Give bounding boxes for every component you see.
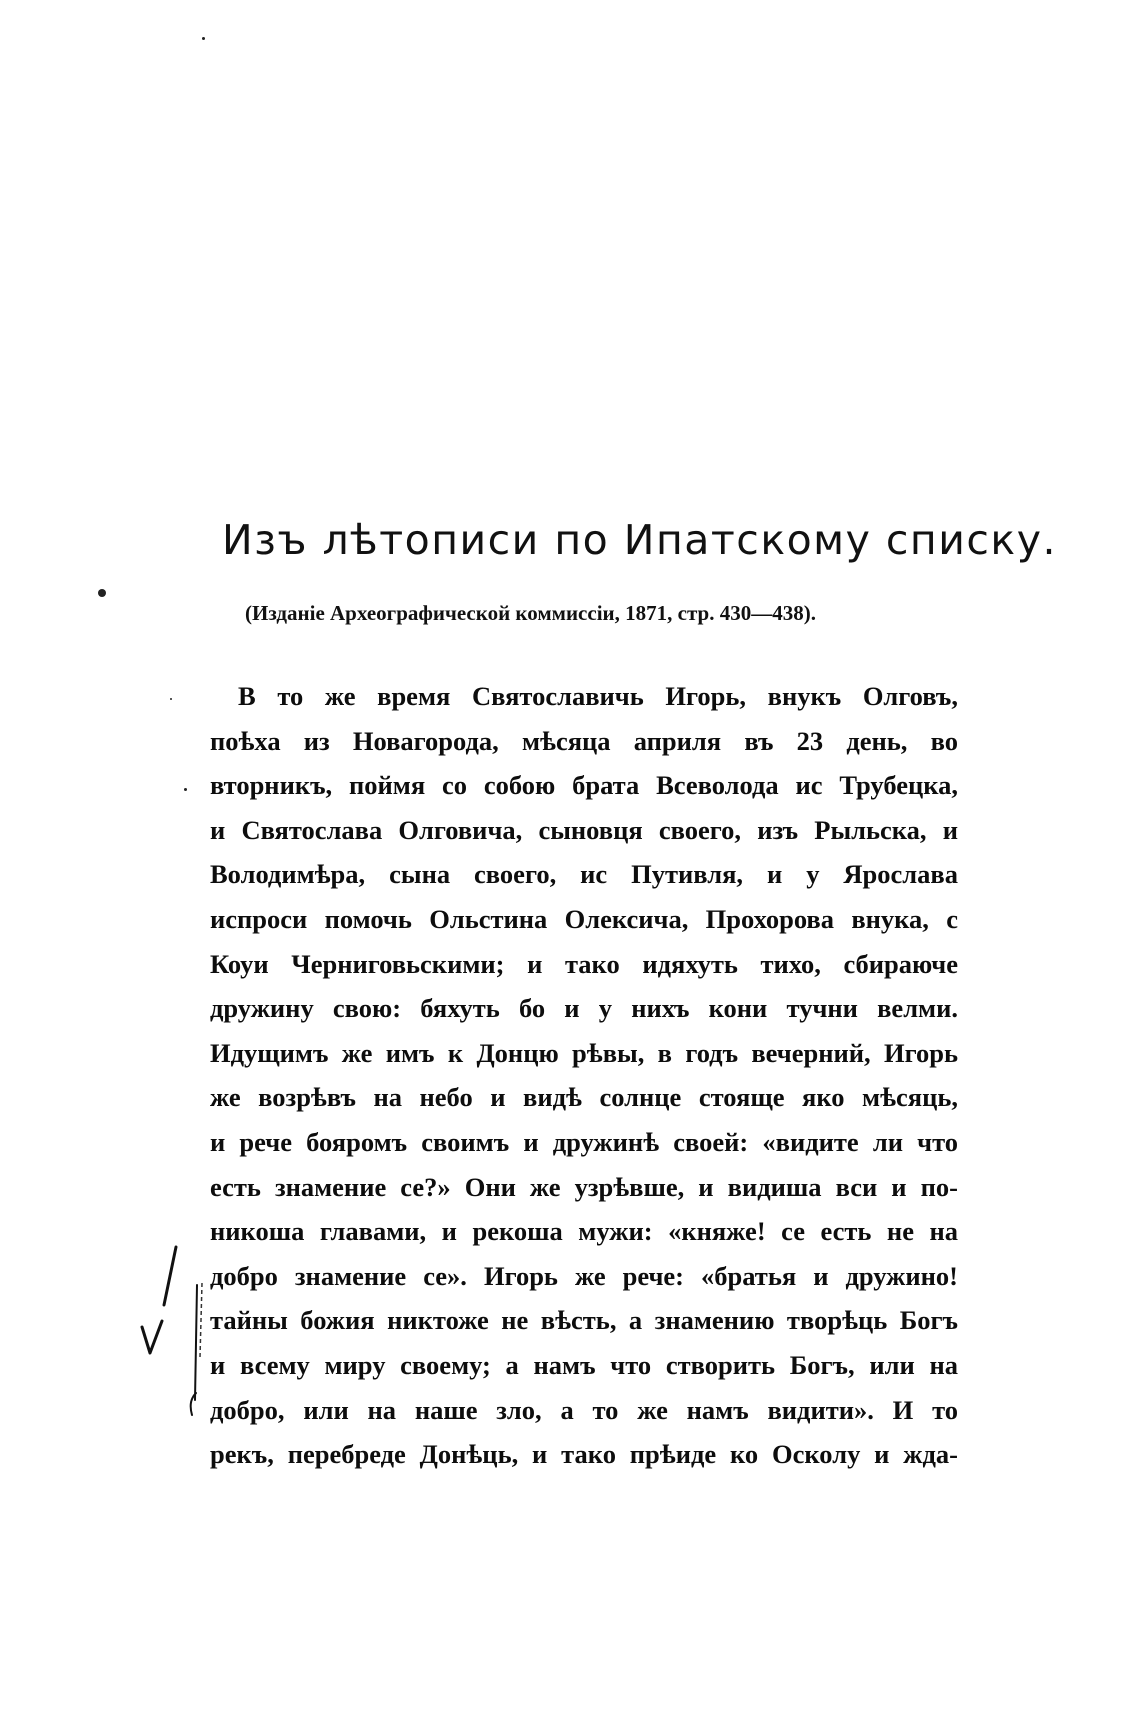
scan-speck	[202, 37, 205, 40]
text-line: есть знамение се?» Они же узрѣвше, и видиша вси и по-	[210, 1171, 958, 1202]
scan-speck	[98, 589, 106, 597]
text-line: рекъ, перебреде Донѣць, и тако прѣиде ко Осколу и жда-	[210, 1439, 958, 1470]
handwritten-margin-mark	[140, 1245, 210, 1425]
text-line: добро знамение се». Игорь же рече: «братья и дружино!	[210, 1260, 958, 1291]
text-line: тайны божия никтоже не вѣсть, а знамению творѣць Богъ	[210, 1305, 958, 1336]
text-line: вторникъ, поймя со собою брата Всеволода ис Трубецка,	[210, 770, 958, 801]
text-line: и рече бояромъ своимъ и дружинѣ своей: «видите ли что	[210, 1126, 958, 1157]
text-line: и Святослава Олговича, сыновця своего, изъ Рыльска, и	[210, 814, 958, 845]
scan-speck	[170, 698, 172, 700]
text-line: В то же время Святославичь Игорь, внукъ Олговъ,	[238, 681, 958, 711]
edition-citation: (Изданіе Археографической коммиссіи, 1871, стр. 430—438).	[245, 601, 816, 625]
scan-speck	[184, 788, 187, 791]
text-line: Володимѣра, сына своего, ис Путивля, и у Ярослава	[210, 859, 958, 890]
text-line: поѣха из Новагорода, мѣсяца априля въ 23 день, во	[210, 725, 958, 756]
text-line: же возрѣвъ на небо и видѣ солнце стояще яко мѣсяць,	[210, 1082, 958, 1113]
text-line: и всему миру своему; а намъ что створить Богъ, или на	[210, 1349, 958, 1380]
chronicle-text	[210, 674, 958, 1477]
text-line: никоша главами, и рекоша мужи: «княже! се есть не на	[210, 1216, 958, 1247]
text-line: Коуи Черниговьскими; и тако идяхуть тихо, сбираюче	[210, 948, 958, 979]
text-line: Идущимъ же имъ к Донцю рѣвы, в годъ вечерний, Игорь	[210, 1037, 958, 1068]
text-line: дружину свою: бяхуть бо и у нихъ кони тучни велми.	[210, 993, 958, 1024]
text-line: добро, или на наше зло, а то же намъ видити». И то	[210, 1394, 958, 1425]
page-title: Изъ лѣтописи по Ипатскому списку.	[222, 516, 1057, 564]
text-line: испроси помочь Ольстина Олексича, Прохорова внука, с	[210, 903, 958, 934]
